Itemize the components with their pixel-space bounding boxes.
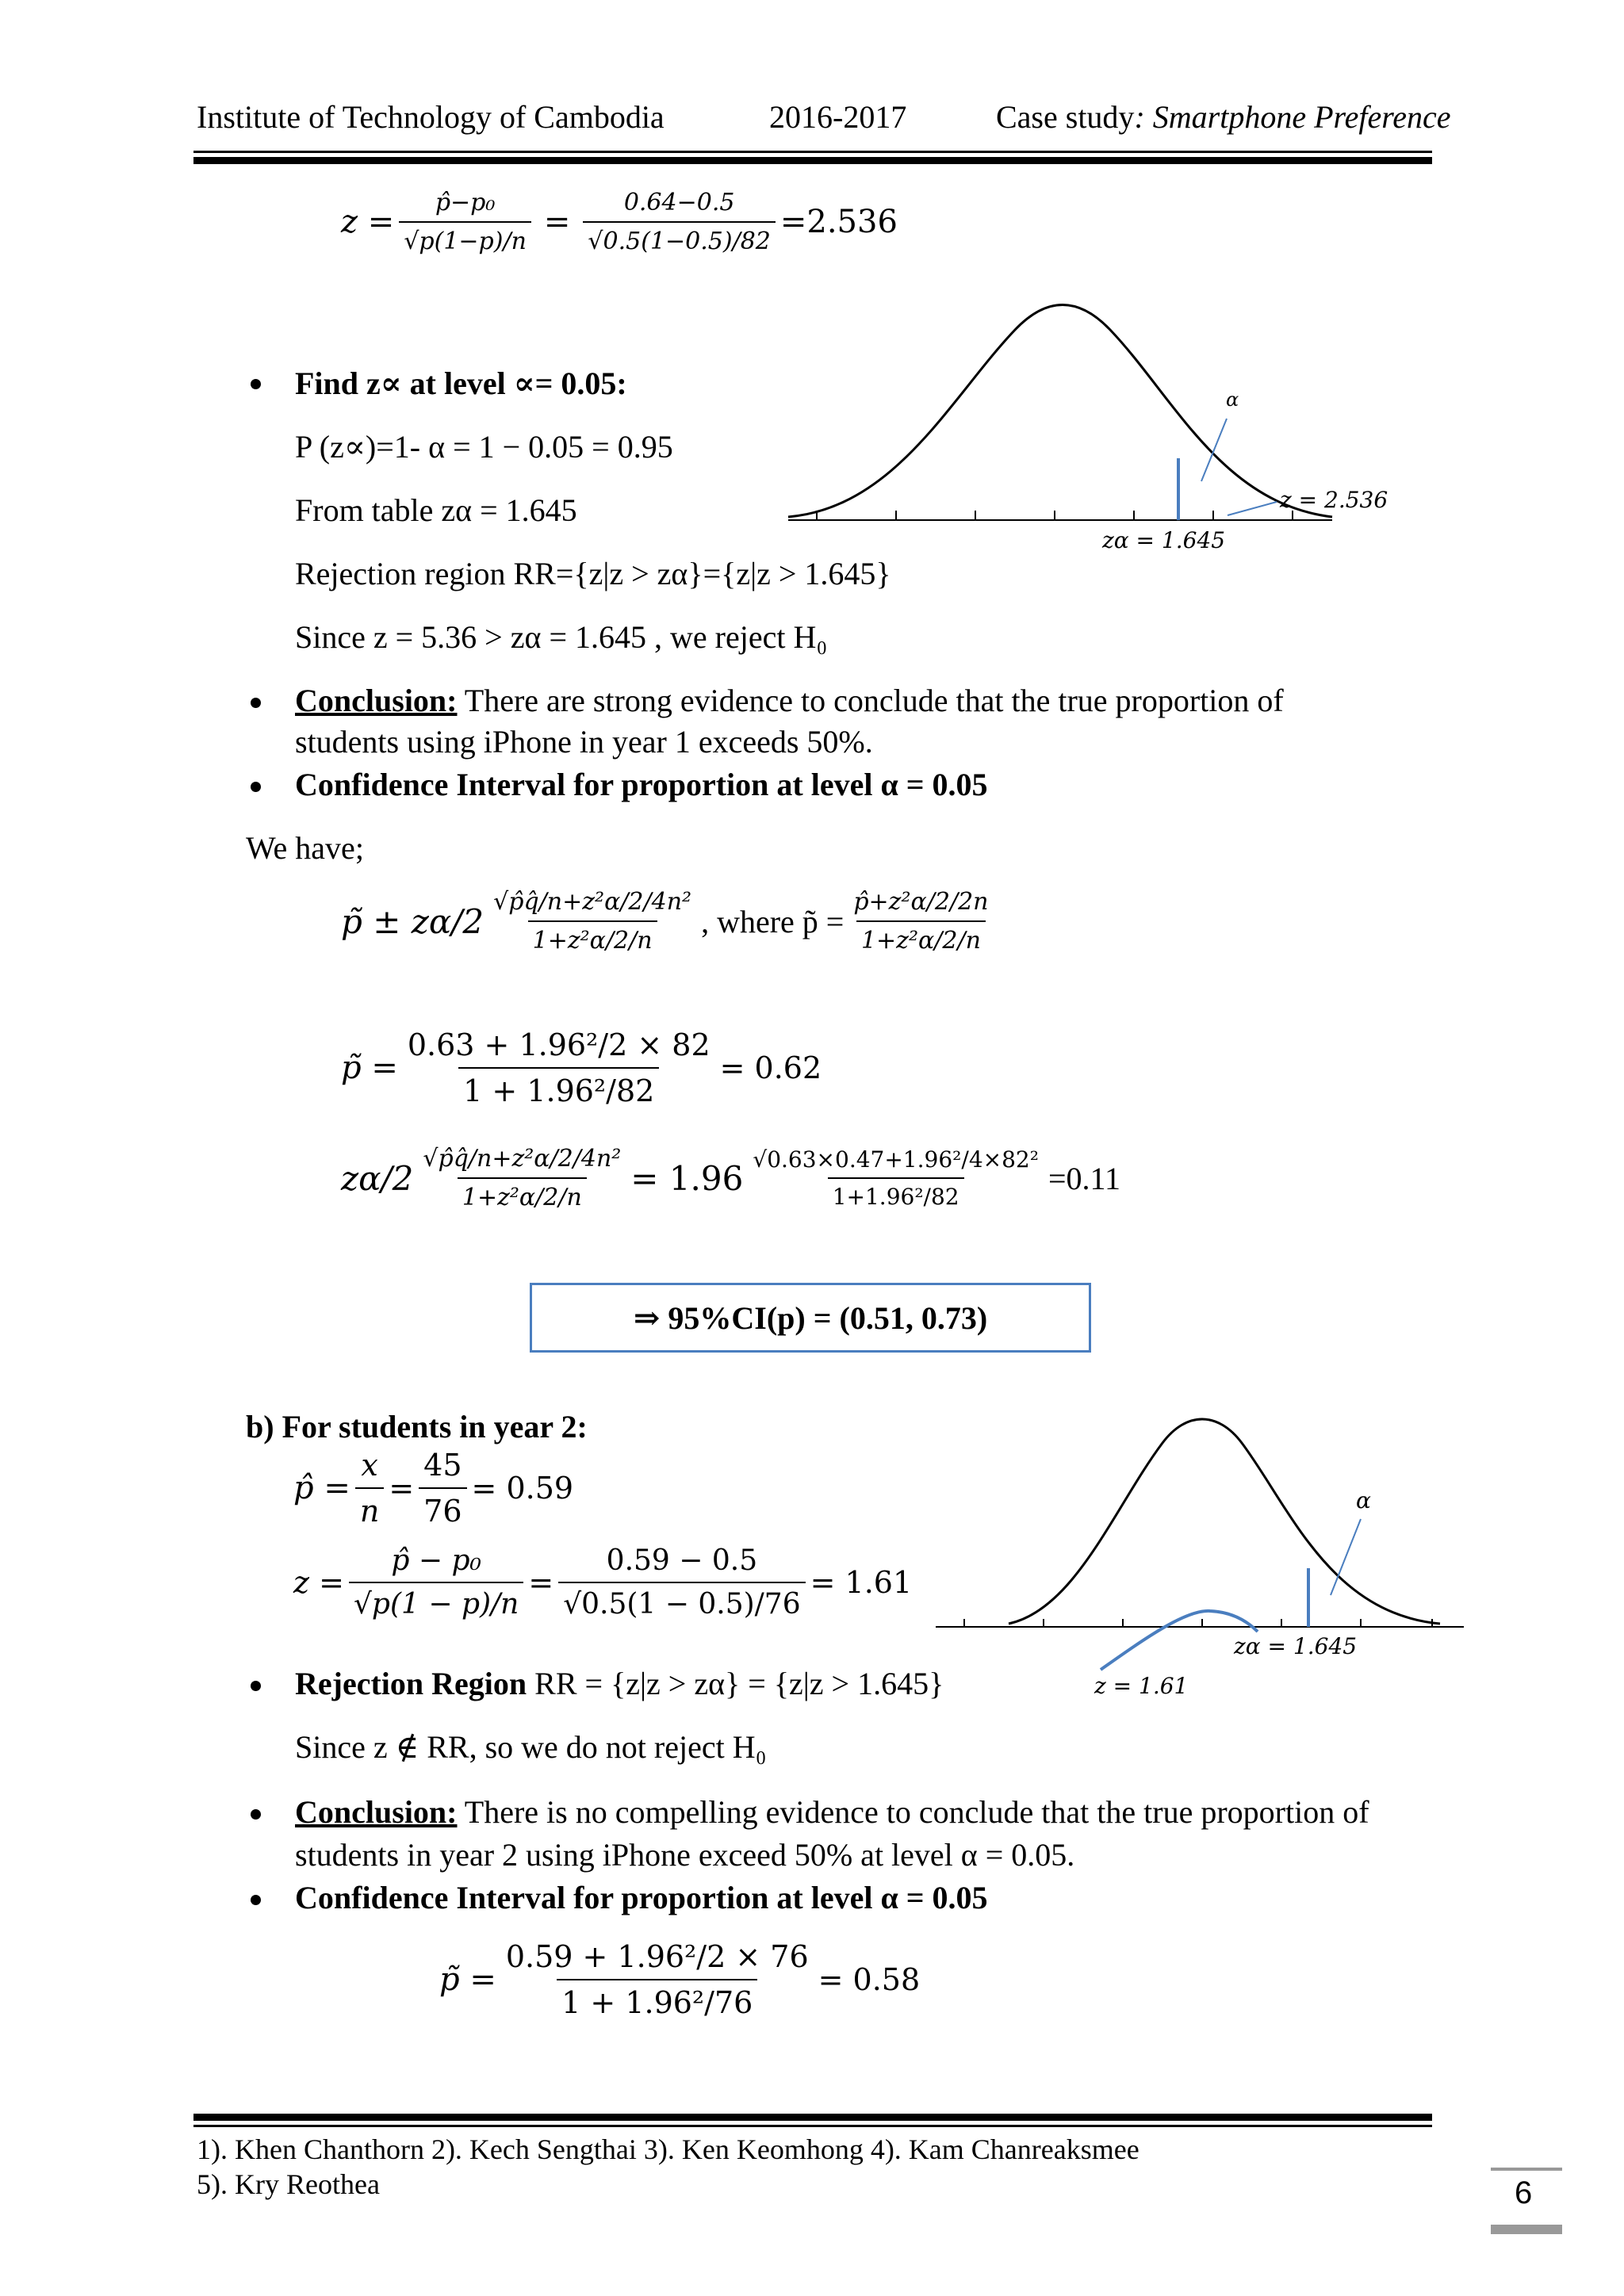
margin-result: =0.11 <box>1048 1160 1121 1196</box>
eq-lhs: z = <box>341 204 395 240</box>
bullet <box>251 379 261 389</box>
ci-formula-numerator: √p̂q̂/n+z²α/2/4n² <box>493 888 692 916</box>
header-rule-thick <box>193 157 1432 164</box>
axis-ticks <box>817 511 1293 520</box>
n-denominator: n <box>355 1487 384 1529</box>
header-case-title: : Smartphone Preference <box>1134 99 1451 135</box>
ptilde-numerator: 0.63 + 1.96²/2 × 82 <box>407 1027 710 1062</box>
margin-fraction <box>418 1145 626 1211</box>
header-rule-thin <box>193 151 1432 153</box>
margin-numerator-2: √0.63×0.47+1.96²/4×82² <box>753 1146 1039 1173</box>
alpha-pointer <box>1201 419 1227 481</box>
ci-formula-fraction-2 <box>848 888 993 955</box>
margin-fraction-2 <box>748 1146 1044 1210</box>
normal-curve-figure-2 <box>933 1411 1472 1712</box>
normal-curve-figure-1 <box>777 301 1427 563</box>
z-stat-equation-2 <box>293 1544 912 1621</box>
eq-numerator: p̂−p₀ <box>435 189 496 216</box>
since-line-2: Since z ∉ RR, so we do not reject H₀ <box>295 1729 767 1765</box>
bullet <box>251 698 261 708</box>
x-numerator: x <box>361 1448 378 1483</box>
z-stat-label: z = 1.61 <box>1094 1673 1189 1699</box>
rr2-label: Rejection Region <box>295 1666 527 1701</box>
conclusion-label: Conclusion: <box>295 1794 458 1830</box>
ptilde2-denominator: 1 + 1.96²/76 <box>557 1979 757 2020</box>
header-case <box>996 98 1451 136</box>
ci-result-1: ⇒ 95%CI(p) = (0.51, 0.73) <box>633 1299 988 1336</box>
eq-fraction <box>399 189 531 255</box>
ci-formula <box>341 888 998 955</box>
eq-equals: = <box>543 204 571 240</box>
we-have: We have; <box>246 830 364 866</box>
ptilde2-result: = 0.58 <box>818 1962 921 1997</box>
conclusion-text: There are strong evidence to conclude that the true proportion of <box>457 683 1284 718</box>
z-alpha-label: zα = 1.645 <box>1102 527 1226 553</box>
phat-denominator: 76 <box>419 1487 466 1529</box>
ptilde-equation-2 <box>439 1939 920 2020</box>
ci-heading-1: Confidence Interval for proportion at level α = 0.05 <box>295 767 988 802</box>
phat-lhs: p̂ = <box>293 1470 350 1506</box>
page-number: 6 <box>1515 2175 1533 2210</box>
z-stat-label: z = 2.536 <box>1280 487 1388 513</box>
bullet <box>251 1809 261 1820</box>
ptilde2-numerator: 0.59 + 1.96²/2 × 76 <box>505 1939 809 1974</box>
ptilde2-lhs: p̃ = <box>439 1961 496 1998</box>
footer-rule-thin <box>193 2125 1432 2127</box>
z2-eq: = <box>528 1565 554 1600</box>
ptilde2-fraction <box>501 1939 814 2020</box>
z2-result: = 1.61 <box>810 1565 913 1600</box>
bullet <box>251 782 261 792</box>
p-z-line: P (z∝)=1- α = 1 − 0.05 = 0.95 <box>295 429 673 465</box>
ptilde-fraction <box>403 1027 715 1108</box>
conclusion-2-line-2: students in year 2 using iPhone exceed 50% at level α = 0.05. <box>295 1837 1075 1873</box>
z-alpha-label: zα = 1.645 <box>1234 1633 1358 1659</box>
ci-formula-lhs: p̃ ± zα/2 <box>341 901 485 941</box>
alpha-label: α <box>1226 388 1239 411</box>
ci-formula-denominator-2: 1+z²α/2/n <box>856 920 986 955</box>
ptilde-denominator: 1 + 1.96²/82 <box>458 1067 659 1108</box>
phat-eq: = <box>389 1471 415 1506</box>
margin-eq: = 1.96 <box>630 1158 744 1198</box>
conclusion-1-line-1 <box>295 682 1284 719</box>
bullet <box>251 1895 261 1905</box>
z2-denominator: √p(1 − p)/n <box>349 1582 523 1621</box>
z2-numerator: p̂ − p₀ <box>391 1544 481 1577</box>
page-number-rule-bottom <box>1491 2225 1562 2234</box>
z2-numerator-2: 0.59 − 0.5 <box>606 1544 758 1577</box>
table-line: From table zα = 1.645 <box>295 492 577 528</box>
header-case-label: Case study <box>996 99 1135 135</box>
x-over-n <box>355 1448 384 1529</box>
conclusion-1-line-2: students using iPhone in year 1 exceeds 50%. <box>295 724 873 760</box>
bell-curve <box>788 305 1332 518</box>
find-z-heading: Find z∝ at level ∝= 0.05: <box>295 365 627 401</box>
rejection-region-line: Rejection region RR={z|z > zα}={z|z > 1.645} <box>295 556 891 591</box>
ptilde-result: = 0.62 <box>719 1050 822 1085</box>
footer-authors-2: 5). Kry Reothea <box>197 2168 380 2200</box>
footer-authors-1: 1). Khen Chanthorn 2). Kech Sengthai 3). Ken Keomhong 4). Kam Chanreaksmee <box>197 2133 1139 2165</box>
page-number-rule-top <box>1491 2168 1562 2171</box>
rejection-region-2 <box>295 1665 944 1702</box>
part-b-heading: b) For students in year 2: <box>246 1409 588 1445</box>
ci-heading-2: Confidence Interval for proportion at level α = 0.05 <box>295 1880 988 1915</box>
conclusion-text: There is no compelling evidence to conclude that the true proportion of <box>457 1794 1369 1830</box>
ci-result-box-1 <box>530 1283 1091 1353</box>
header-year: 2016-2017 <box>769 99 907 135</box>
eq-numerator-2: 0.64−0.5 <box>623 189 735 216</box>
ci-formula-where: , where p̃ = <box>701 903 845 939</box>
ci-formula-numerator-2: p̂+z²α/2/2n <box>853 888 989 916</box>
phat-equation-2 <box>293 1448 573 1529</box>
axis-ticks <box>964 1619 1432 1627</box>
margin-denominator-2: 1+1.96²/82 <box>828 1177 964 1210</box>
z-stat-equation-1 <box>341 189 898 255</box>
phat-numerator: 45 <box>423 1448 462 1483</box>
bell-curve <box>1009 1419 1440 1624</box>
eq-denominator-2: √0.5(1−0.5)/82 <box>583 221 775 255</box>
z2-lhs: z = <box>293 1565 344 1600</box>
margin-numerator: √p̂q̂/n+z²α/2/4n² <box>423 1145 622 1173</box>
footer-rule-thick <box>193 2114 1432 2121</box>
ptilde-lhs: p̃ = <box>341 1050 398 1086</box>
ci-formula-fraction <box>488 888 696 955</box>
bullet <box>251 1681 261 1691</box>
since-line: Since z = 5.36 > zα = 1.645 , we reject H₀ <box>295 619 828 655</box>
ptilde-equation-1 <box>341 1027 822 1108</box>
eq-result: =2.536 <box>779 204 898 240</box>
alpha-label: α <box>1356 1487 1371 1513</box>
conclusion-2-line-1 <box>295 1793 1369 1831</box>
eq-denominator: √p(1−p)/n <box>399 221 531 255</box>
ci-formula-denominator: 1+z²α/2/n <box>528 920 657 955</box>
phat-result: = 0.59 <box>471 1471 574 1506</box>
z-stat-pointer <box>1228 502 1277 515</box>
margin-equation-1 <box>341 1145 1120 1211</box>
rr2-text: RR = {z|z > zα} = {z|z > 1.645} <box>527 1666 944 1701</box>
margin-denominator: 1+z²α/2/n <box>458 1177 587 1211</box>
eq-fraction-2 <box>583 189 775 255</box>
phat-fraction <box>419 1448 466 1529</box>
header-institution: Institute of Technology of Cambodia <box>197 99 665 135</box>
margin-lhs: zα/2 <box>341 1158 414 1198</box>
z2-denominator-2: √0.5(1 − 0.5)/76 <box>558 1582 805 1621</box>
conclusion-label: Conclusion: <box>295 683 458 718</box>
z2-fraction <box>349 1544 523 1621</box>
z2-fraction-2 <box>558 1544 805 1621</box>
